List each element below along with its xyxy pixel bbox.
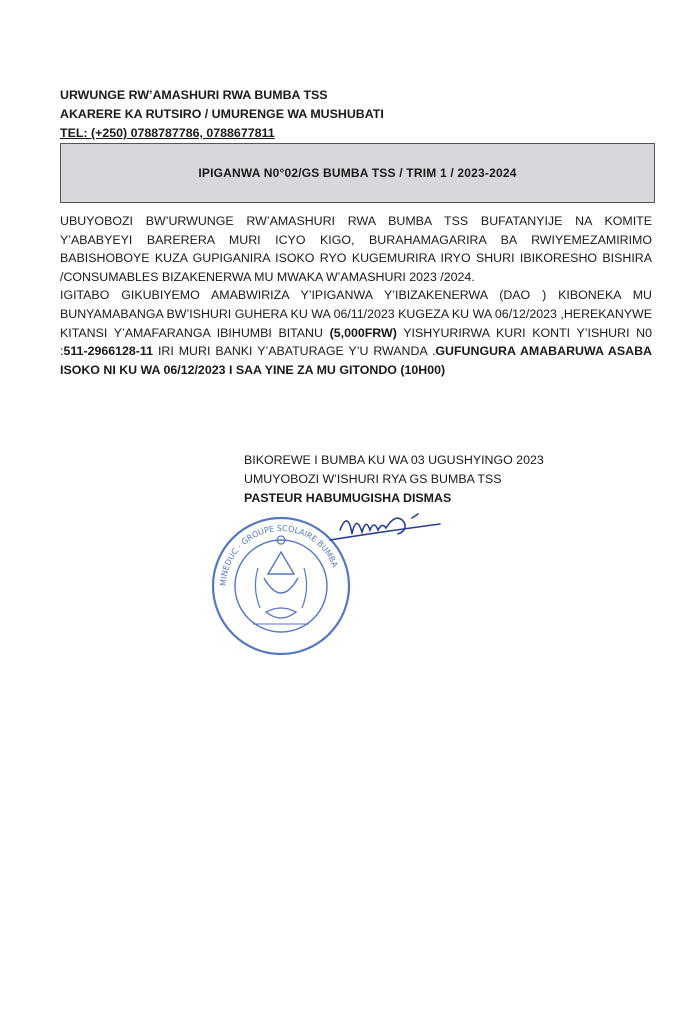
school-name: URWUNGE RW’AMASHURI RWA BUMBA TSS	[60, 88, 328, 102]
signatory-role: UMUYOBOZI W’ISHURI RYA GS BUMBA TSS	[244, 471, 502, 486]
handwritten-signature-icon	[300, 500, 460, 560]
announcement-paragraph-2	[60, 286, 652, 379]
place-and-date: BIKOREWE I BUMBA KU WA 03 UGUSHYINGO 2023	[244, 453, 544, 467]
fee-amount: (5,000FRW)	[329, 325, 397, 340]
stamp-text: MINEDUC - GROUPE SCOLAIRE BUMBA	[218, 523, 340, 587]
paragraph-2-account-label: YISHYURIRWA KURI KONTI Y’ISHURI N0 :	[60, 325, 652, 359]
letterhead	[60, 86, 540, 143]
paragraph-2-bank: IRI MURI BANKI Y’ABATURAGE Y’U RWANDA .	[153, 344, 436, 359]
announcement-paragraph-1: UBUYOBOZI BW’URWUNGE RW’AMASHURI RWA BUMBA TSS BUFATANYIJE NA KOMITE Y’ABABYEYI BARERERA MURI ICYO KIGO, BURAHAMAGARIRA BA RWIYEMEZAMIRIMO BABISHOBOYE KUZA GUPIGANIRA ISOKO RYO KUGEMURIRA IRYO SHURI IBIKORESHO BISHIRA /CONSUMABLES BIZAKENERWA MU MWAKA W’AMASHURI 2023 /2024.	[60, 214, 652, 284]
paragraph-2-text: IGITABO GIKUBIYEMO AMABWIRIZA Y’IPIGANWA Y’IBIZAKENERWA (DAO ) KIBONEKA MU BUNYAMABANGA BW’ISHURI GUHERA KU WA 06/11/2023 KUGEZA KU WA 06/12/2023 ,HEREKANYWE KITANSI Y’AMAFARANGA IBIHUMBI BITANU	[60, 288, 652, 340]
signatory-name: PASTEUR HABUMUGISHA DISMAS	[244, 490, 452, 505]
tender-title-banner	[60, 143, 655, 203]
opening-date-notice: GUFUNGURA AMABARUWA ASABA ISOKO NI KU WA 06/12/2023 I SAA YINE ZA MU GITONDO (10H00)	[60, 344, 652, 377]
school-telephone: TEL: (+250) 0788787786, 0788677811	[60, 126, 275, 140]
bank-account-number: 511-2966128-11	[63, 344, 154, 359]
school-location: AKARERE KA RUTSIRO / UMURENGE WA MUSHUBATI	[60, 107, 384, 121]
signature-block	[244, 451, 664, 507]
tender-title: IPIGANWA N0°02/GS BUMBA TSS / TRIM 1 / 2023-2024	[198, 166, 517, 180]
announcement-body	[60, 212, 652, 379]
